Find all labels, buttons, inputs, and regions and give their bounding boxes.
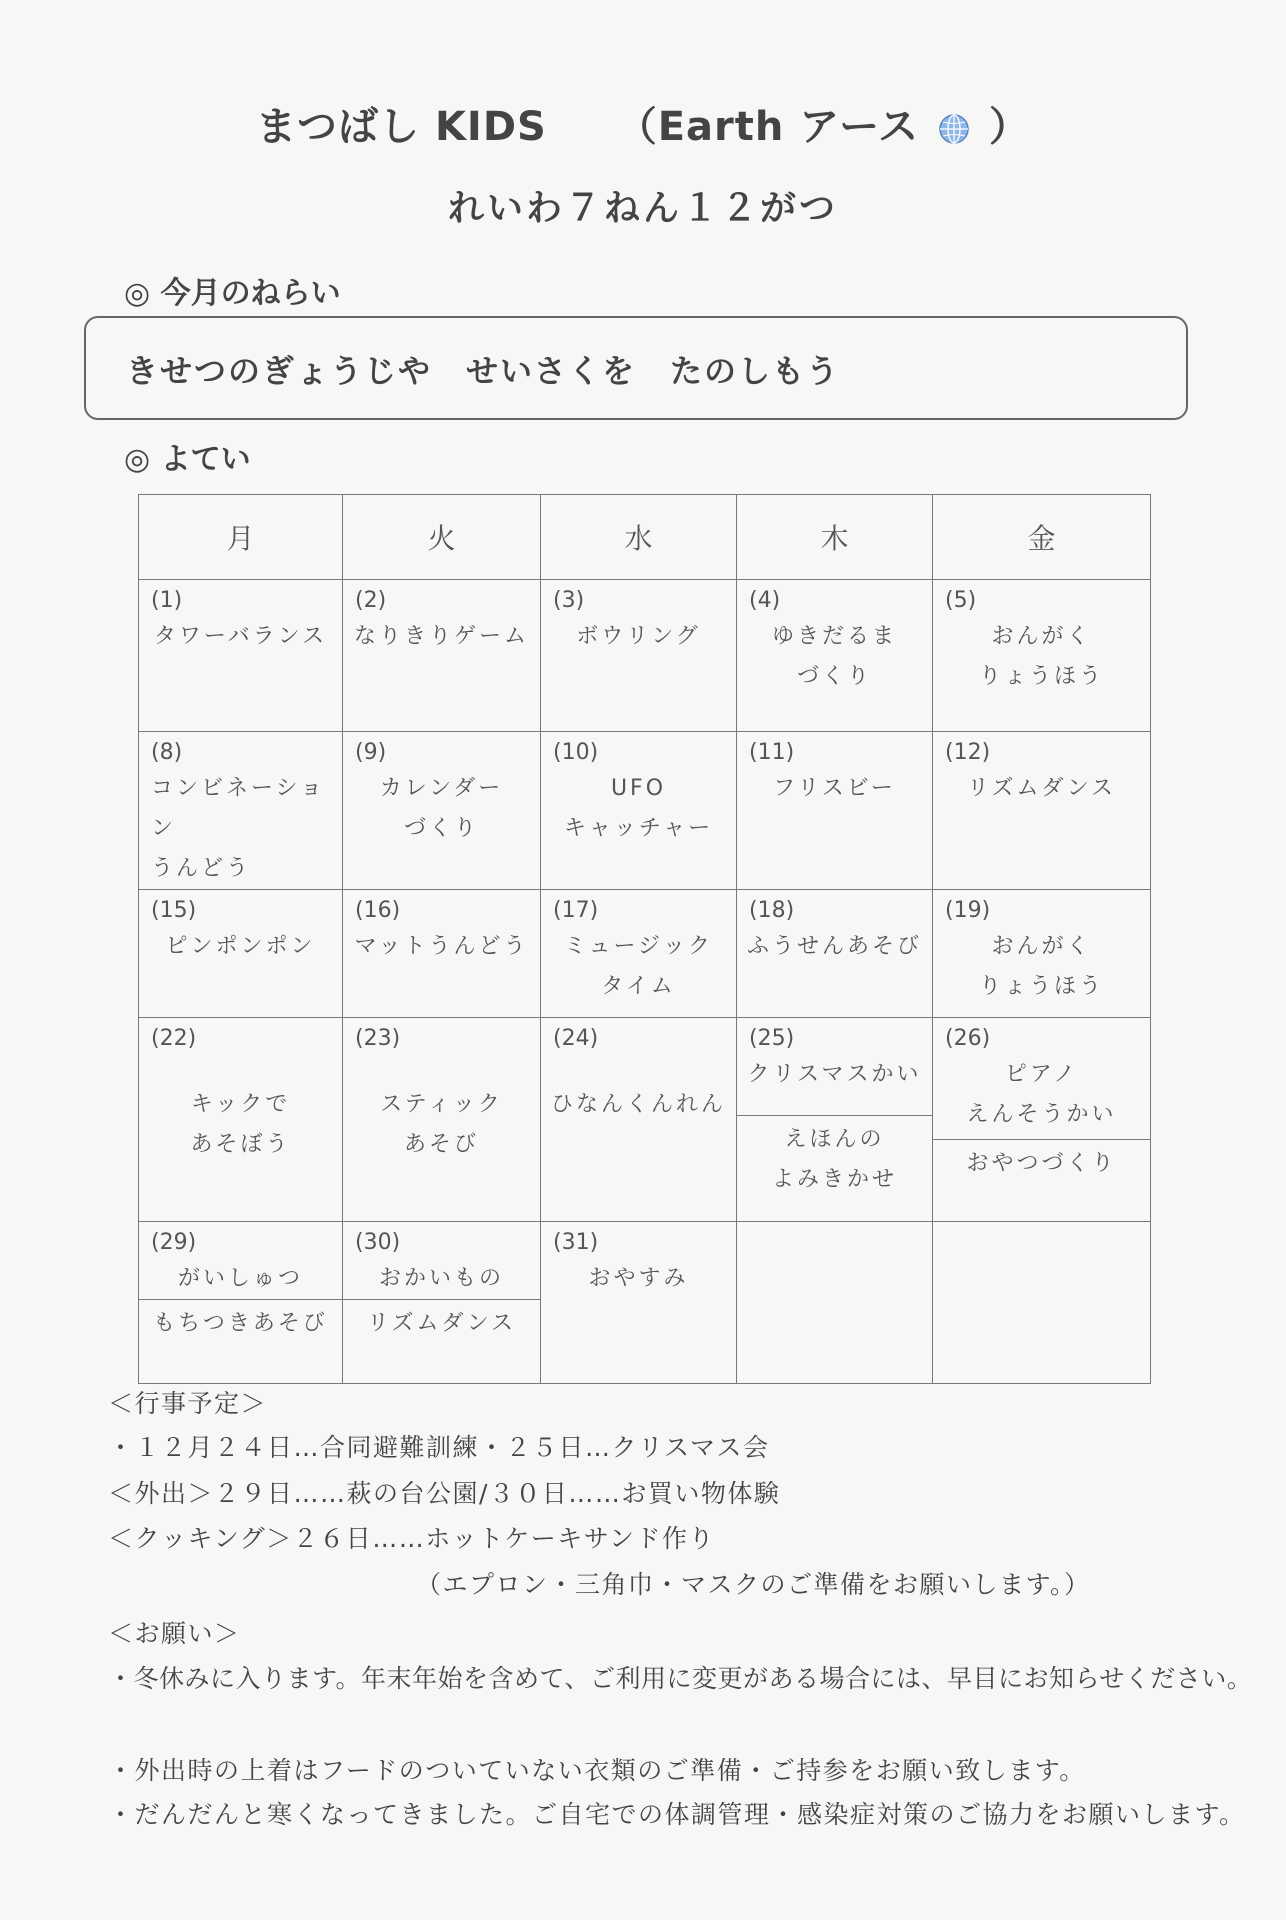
calendar-cell — [737, 580, 933, 732]
calendar-week-row — [139, 890, 1151, 1018]
cooking-note: （エプロン・三角巾・マスクのご準備をお願いします。） — [416, 1570, 1091, 1599]
cell-activity: ふうせんあそび — [746, 934, 922, 959]
cell-activity: フリスビー — [773, 776, 896, 801]
calendar-cell — [139, 890, 343, 1018]
calendar-cell — [737, 890, 933, 1018]
cell-date: (25) — [749, 1026, 795, 1051]
calendar-cell — [139, 580, 343, 732]
cell-activity: UFO キャッチャー — [563, 776, 714, 841]
cell-date: (17) — [553, 898, 599, 923]
title-main: まつばし KIDS — [256, 104, 547, 150]
cell-activity: キックで あそぼう — [190, 1092, 291, 1157]
cell-date: (2) — [355, 588, 387, 613]
cell-activity: ボウリング — [576, 624, 701, 649]
cell-date: (15) — [151, 898, 197, 923]
cell-activity: おんがく りょうほう — [978, 624, 1104, 689]
cell-activity: ゆきだるま づくり — [771, 624, 897, 689]
calendar-cell — [541, 1222, 737, 1384]
calendar-week-row — [139, 1222, 1151, 1384]
cell-activity: おんがく りょうほう — [978, 934, 1104, 999]
title-paren-close: ） — [988, 104, 1030, 150]
calendar-cell — [933, 732, 1151, 890]
cell-activity-secondary: もちつきあそび — [139, 1299, 342, 1344]
cell-activity: おかいもの — [378, 1266, 504, 1291]
cell-activity: カレンダー づくり — [379, 776, 504, 841]
calendar-cell — [541, 890, 737, 1018]
calendar-cell — [139, 732, 343, 890]
events-line: ・１２月２４日…合同避難訓練・２５日…クリスマス会 — [108, 1433, 770, 1462]
cell-activity: がいしゅつ — [177, 1266, 303, 1291]
cell-date: (4) — [749, 588, 781, 613]
calendar-cell — [737, 732, 933, 890]
cell-activity-secondary: リズムダンス — [343, 1299, 540, 1344]
cell-date: (31) — [553, 1230, 599, 1255]
calendar-cell — [343, 1018, 541, 1222]
weekday-fri: 金 — [933, 495, 1151, 580]
calendar-cell — [139, 1222, 343, 1384]
calendar-cell-empty — [737, 1222, 933, 1384]
calendar-cell — [139, 1018, 343, 1222]
cell-date: (9) — [355, 740, 387, 765]
page-subtitle: れいわ７ねん１２がつ — [447, 188, 838, 229]
calendar-cell — [541, 580, 737, 732]
requests-header: ＜お願い＞ — [108, 1619, 241, 1648]
request-item: ・冬休みに入ります。年末年始を含めて、ご利用に変更がある場合には、早目にお知らせください。 — [108, 1664, 1253, 1693]
calendar-cell — [343, 890, 541, 1018]
cell-date: (1) — [151, 588, 183, 613]
cell-activity-secondary: えほんの よみきかせ — [737, 1115, 932, 1200]
calendar-cell — [933, 1018, 1151, 1222]
cell-activity: ひなんくんれん — [550, 1092, 726, 1117]
plan-label: ◎ よてい — [124, 442, 251, 477]
cell-activity: なりきりゲーム — [353, 624, 529, 649]
cell-activity: リズムダンス — [966, 776, 1117, 801]
cell-activity: マットうんどう — [354, 934, 529, 959]
weekday-thu: 木 — [737, 495, 933, 580]
aim-text: きせつのぎょうじや せいさくを たのしもう — [126, 352, 841, 390]
cell-activity: コンビネーション うんどう — [151, 776, 326, 881]
cell-date: (16) — [355, 898, 401, 923]
cell-activity: ミュージック タイム — [563, 934, 714, 999]
cell-date: (8) — [151, 740, 183, 765]
cell-date: (10) — [553, 740, 599, 765]
calendar-cell-empty — [933, 1222, 1151, 1384]
cell-date: (5) — [945, 588, 977, 613]
cell-date: (18) — [749, 898, 795, 923]
cell-date: (24) — [553, 1026, 599, 1051]
cell-date: (26) — [945, 1026, 991, 1051]
cell-activity-secondary: おやつづくり — [933, 1139, 1150, 1184]
cell-activity: ピアノ えんそうかい — [966, 1062, 1117, 1127]
calendar-cell — [343, 580, 541, 732]
calendar-cell — [541, 1018, 737, 1222]
cell-date: (3) — [553, 588, 585, 613]
calendar-week-row — [139, 580, 1151, 732]
weekday-wed: 水 — [541, 495, 737, 580]
calendar-cell — [933, 580, 1151, 732]
calendar-week-row — [139, 732, 1151, 890]
cell-date: (29) — [151, 1230, 197, 1255]
calendar-cell — [541, 732, 737, 890]
title-paren-open: （Earth アース — [616, 104, 920, 150]
calendar-cell — [343, 732, 541, 890]
cell-activity: おやすみ — [588, 1266, 689, 1291]
cooking-line: ＜クッキング＞２６日……ホットケーキサンド作り — [108, 1524, 716, 1553]
outing-line: ＜外出＞２９日……萩の台公園/３０日……お買い物体験 — [108, 1479, 781, 1508]
cell-date: (30) — [355, 1230, 401, 1255]
calendar-week-row — [139, 1018, 1151, 1222]
cell-activity: タワーバランス — [153, 624, 328, 649]
activity-calendar — [138, 494, 1151, 1384]
request-item: ・外出時の上着はフードのついていない衣類のご準備・ご持参をお願い致します。 — [108, 1756, 1086, 1785]
cell-date: (12) — [945, 740, 991, 765]
calendar-cell — [737, 1018, 933, 1222]
cell-date: (23) — [355, 1026, 401, 1051]
weekday-header-row — [139, 495, 1151, 580]
cell-activity: クリスマスかい — [747, 1062, 922, 1087]
cell-activity: スティック あそび — [380, 1092, 503, 1157]
page-title — [0, 95, 1286, 152]
cell-date: (11) — [749, 740, 795, 765]
calendar-cell — [343, 1222, 541, 1384]
cell-date: (22) — [151, 1026, 197, 1051]
weekday-mon: 月 — [139, 495, 343, 580]
cell-activity: ピンポンポン — [165, 934, 316, 959]
calendar-cell — [933, 890, 1151, 1018]
request-item: ・だんだんと寒くなってきました。ご自宅での体調管理・感染症対策のご協力をお願いします。 — [108, 1800, 1246, 1829]
aim-box — [84, 316, 1188, 420]
events-header: ＜行事予定＞ — [108, 1389, 268, 1418]
cell-date: (19) — [945, 898, 991, 923]
aim-label: ◎ 今月のねらい — [124, 276, 341, 311]
globe-icon — [938, 113, 970, 145]
weekday-tue: 火 — [343, 495, 541, 580]
